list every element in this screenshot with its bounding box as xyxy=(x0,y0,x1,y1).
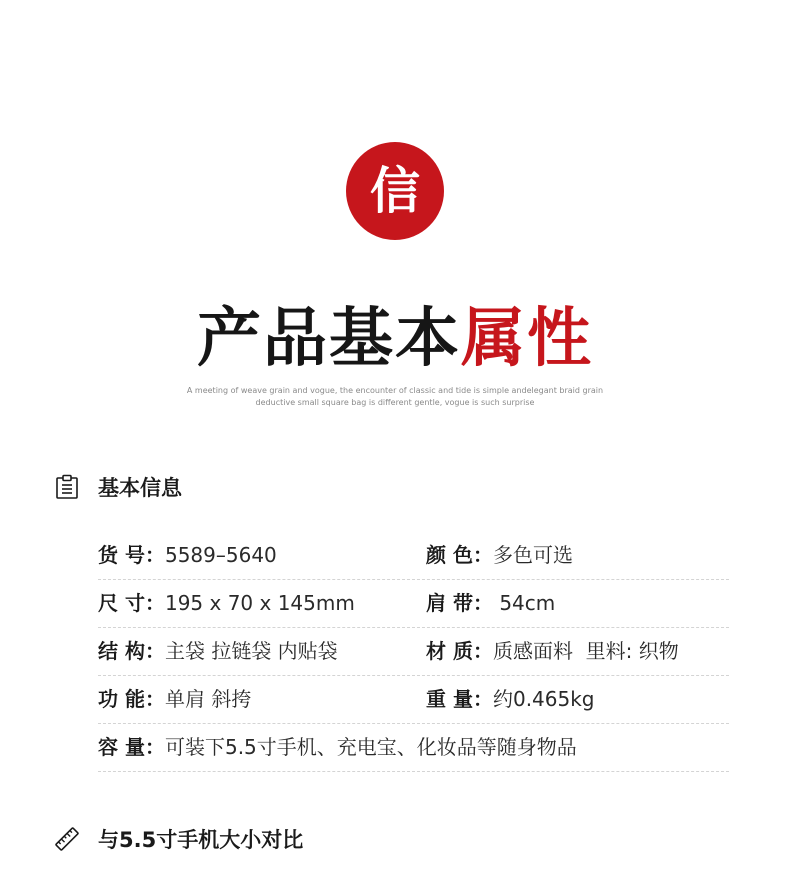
spec-item-strap xyxy=(426,580,555,627)
spec-value: 195 x 70 x 145mm xyxy=(164,591,355,615)
spec-item-product-code xyxy=(98,532,277,579)
spec-item-weight xyxy=(426,676,595,723)
title-red-part: 属性 xyxy=(461,302,593,376)
spec-value: 多色可选 xyxy=(492,543,573,567)
spec-item-material xyxy=(426,628,679,675)
spec-value: 主袋 拉链袋 内贴袋 xyxy=(164,639,338,663)
section-basic-info xyxy=(54,472,182,502)
section-basic-info-title: 基本信息 xyxy=(98,476,182,500)
title-dark-part: 产品基本 xyxy=(197,302,461,376)
spec-key: 货 号： xyxy=(98,543,165,567)
tagline-line-1: A meeting of weave grain and vogue, the encounter of classic and tide is simple andelegant braid grain xyxy=(186,386,604,395)
spec-value: 5589–5640 xyxy=(164,543,277,567)
header-badge xyxy=(346,142,444,240)
clipboard-list-icon xyxy=(54,474,80,500)
spec-key: 重 量： xyxy=(426,687,493,711)
spec-key: 颜 色： xyxy=(426,543,493,567)
spec-key: 尺 寸： xyxy=(98,591,165,615)
section-size-compare xyxy=(54,824,303,854)
spec-key: 功 能： xyxy=(98,687,165,711)
spec-item-function xyxy=(98,676,251,723)
spec-value: 54cm xyxy=(492,591,556,615)
ruler-icon xyxy=(54,826,80,852)
spec-value: 质感面料 里料: 织物 xyxy=(492,639,679,663)
section-size-compare-title: 与5.5寸手机大小对比 xyxy=(98,828,304,852)
spec-row xyxy=(98,676,729,724)
tagline-line-2: deductive small square bag is different gentle, vogue is such surprise xyxy=(255,398,535,407)
spec-row xyxy=(98,532,729,580)
spec-item-capacity xyxy=(98,724,577,771)
spec-key: 容 量： xyxy=(98,735,165,759)
spec-key: 结 构： xyxy=(98,639,165,663)
spec-item-structure xyxy=(98,628,338,675)
badge-character: 信 xyxy=(370,162,420,220)
spec-row xyxy=(98,724,729,772)
page-title xyxy=(0,300,790,378)
spec-key: 材 质： xyxy=(426,639,493,663)
spec-value: 约0.465kg xyxy=(492,687,595,711)
spec-value: 单肩 斜挎 xyxy=(164,687,252,711)
spec-item-size xyxy=(98,580,355,627)
spec-item-color xyxy=(426,532,573,579)
spec-row xyxy=(98,580,729,628)
spec-key: 肩 带： xyxy=(426,591,493,615)
spec-value: 可装下5.5寸手机、充电宝、化妆品等随身物品 xyxy=(164,735,577,759)
spec-row xyxy=(98,628,729,676)
